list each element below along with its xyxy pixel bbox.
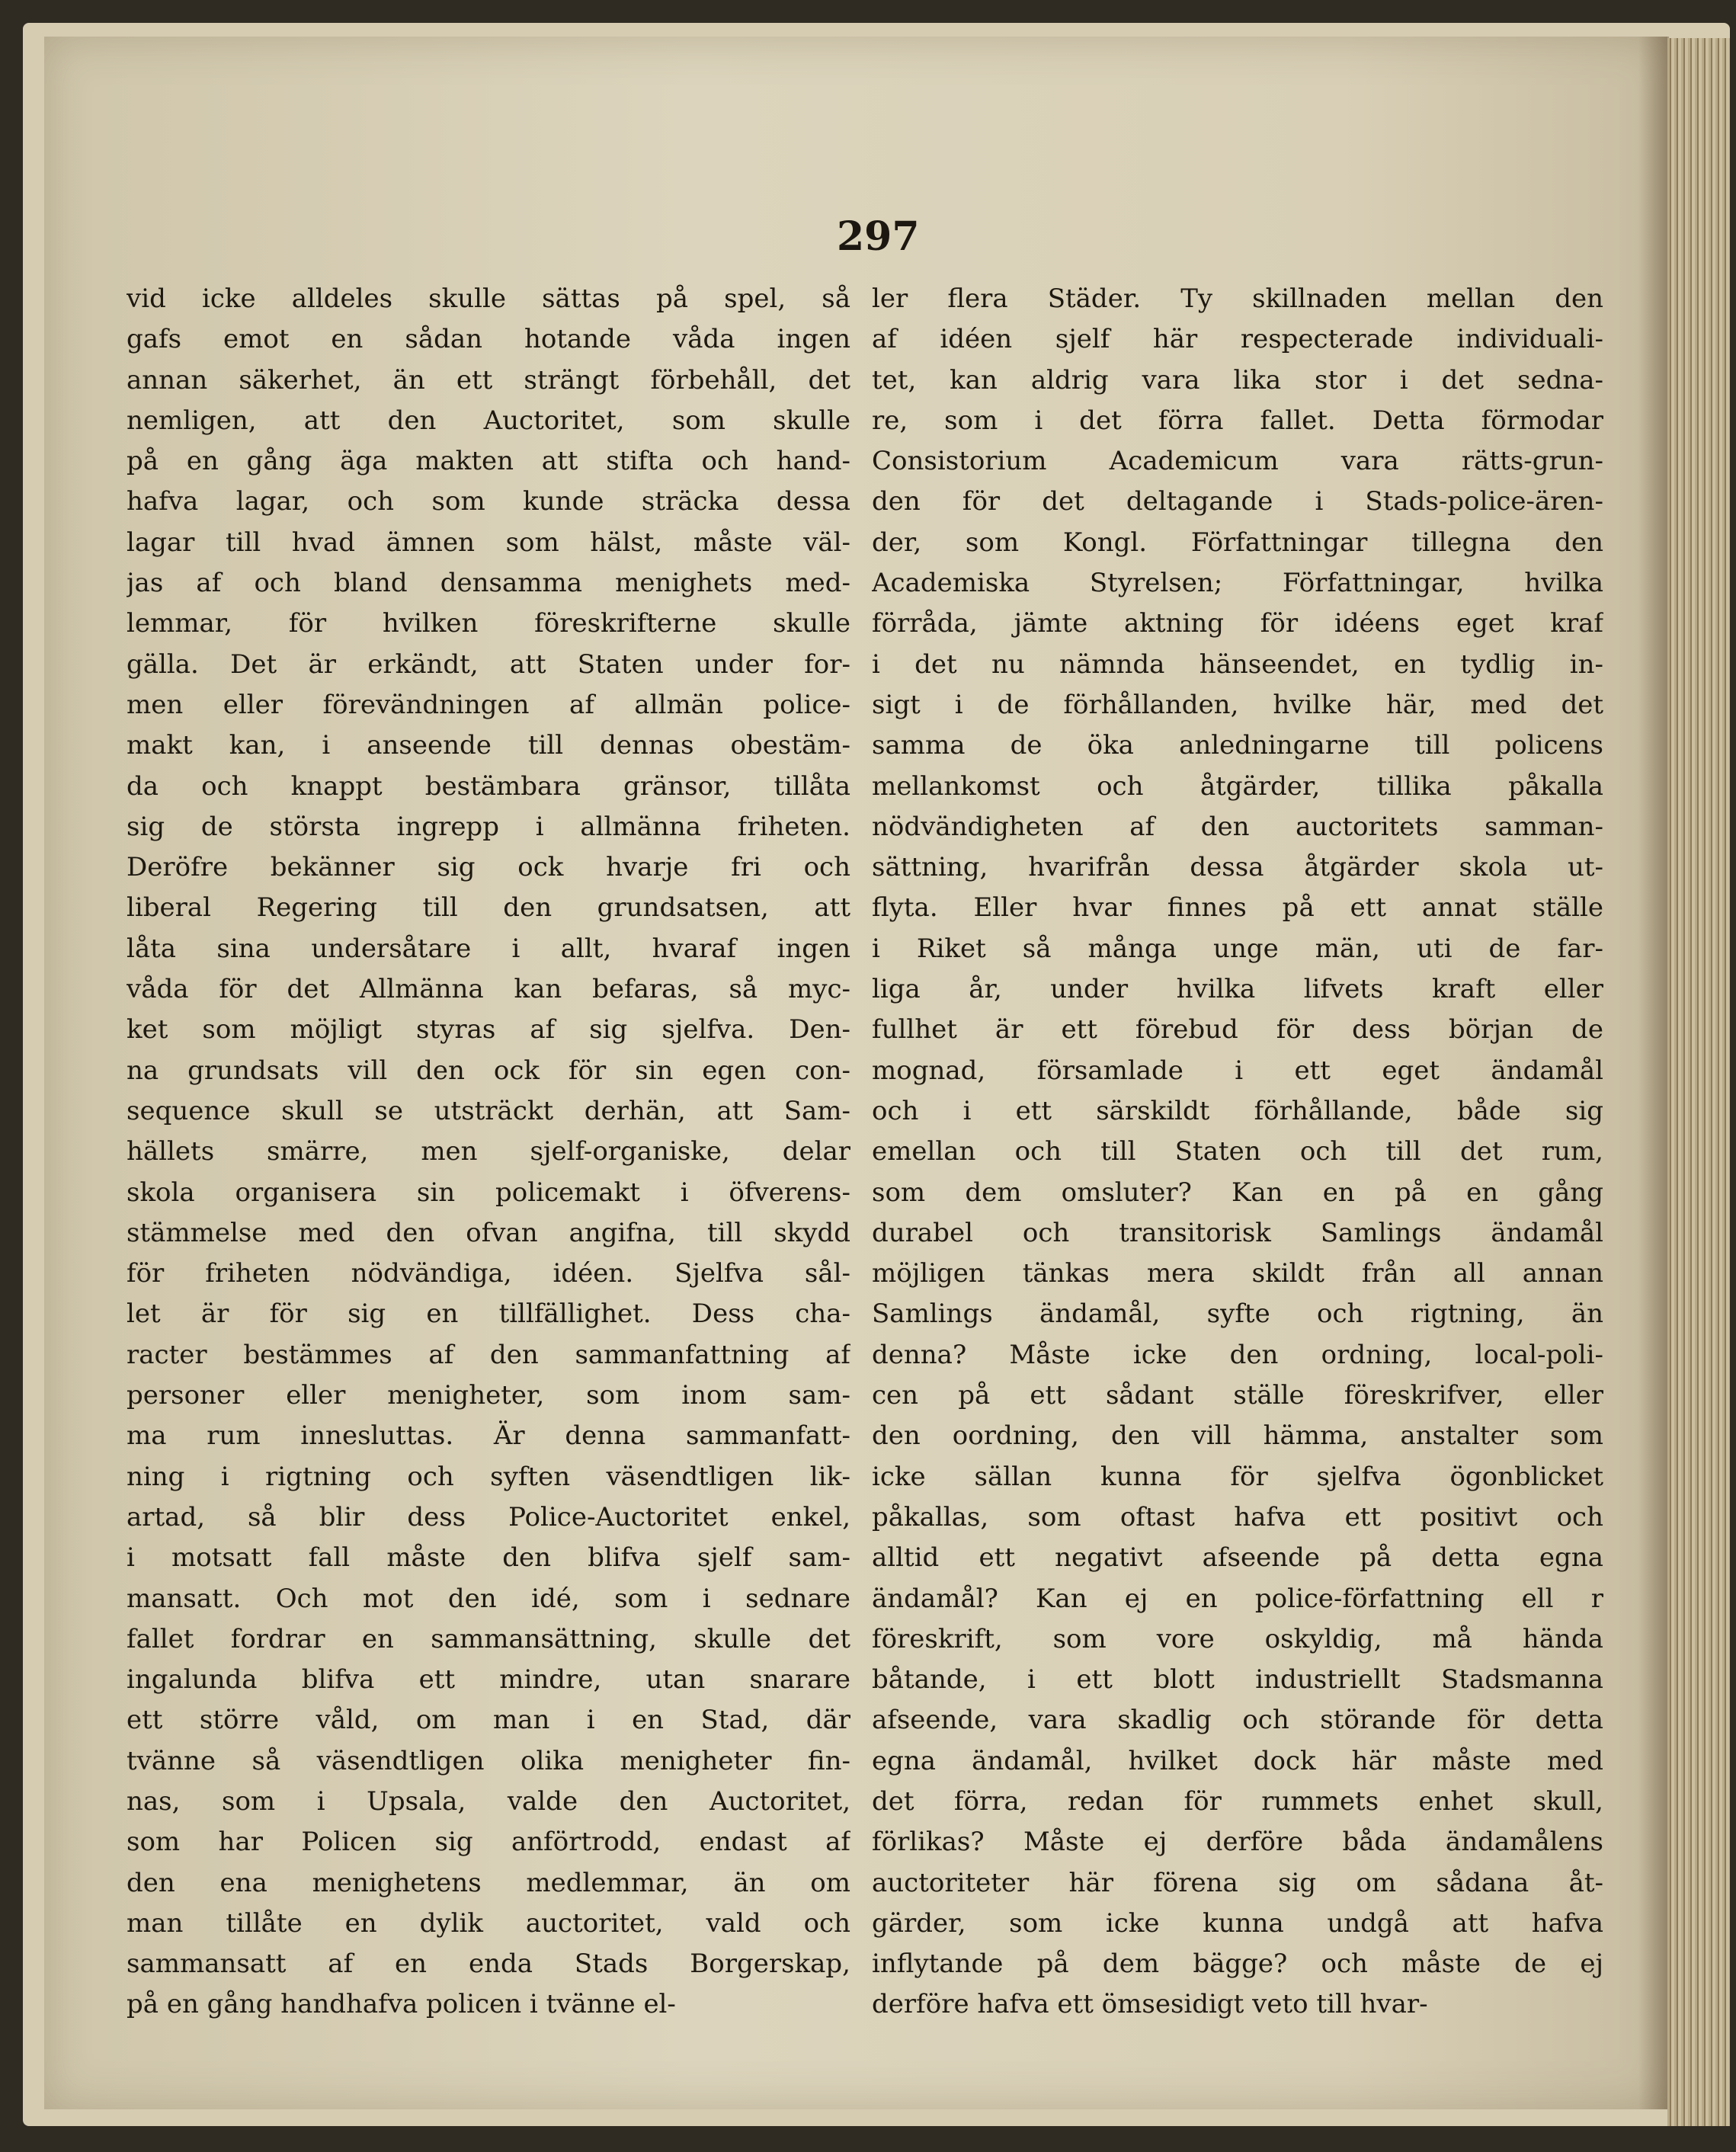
text-line: Academiska Styrelsen; Författningar, hvilka — [872, 568, 1603, 599]
text-line: mognad, församlade i ett eget ändamål — [872, 1055, 1603, 1086]
text-line: förråda, jämte aktning för idéens eget kraf — [872, 608, 1603, 639]
text-line: der, som Kongl. Författningar tillegna den — [872, 527, 1603, 558]
text-line: båtande, i ett blott industriellt Stadsmanna — [872, 1664, 1603, 1696]
text-line: stämmelse med den ofvan angifna, till skydd — [127, 1217, 850, 1248]
text-line: för friheten nödvändiga, idéen. Sjelfva sål- — [127, 1258, 850, 1289]
text-line: liberal Regering till den grundsatsen, att — [127, 892, 850, 924]
text-line: sättning, hvarifrån dessa åtgärder skola ut- — [872, 852, 1603, 883]
text-line: cen på ett sådant ställe föreskrifver, eller — [872, 1380, 1603, 1411]
text-line: nas, som i Upsala, valde den Auctoritet, — [127, 1785, 850, 1817]
text-line: ingalunda blifva ett mindre, utan snarare — [127, 1664, 850, 1696]
text-line: annan säkerhet, än ett strängt förbehåll, det — [127, 364, 850, 395]
text-line: emellan och till Staten och till det rum, — [872, 1136, 1603, 1167]
text-line: liga år, under hvilka lifvets kraft eller — [872, 974, 1603, 1005]
text-line: i Riket så många unge män, uti de far- — [872, 933, 1603, 964]
text-line: mansatt. Och mot den idé, som i sednare — [127, 1583, 850, 1614]
text-line: men eller förevändningen af allmän police- — [127, 689, 850, 720]
text-line: vid icke alldeles skulle sättas på spel, så — [127, 283, 850, 314]
book — [23, 23, 1730, 2126]
text-line: racter bestämmes af den sammanfattning af — [127, 1339, 850, 1370]
text-line: skola organisera sin policemakt i öfverens- — [127, 1177, 850, 1208]
text-line: jas af och bland densamma menighets med- — [127, 568, 850, 599]
text-line: flyta. Eller hvar finnes på ett annat ställe — [872, 892, 1603, 924]
text-line: denna? Måste icke den ordning, local-poli- — [872, 1339, 1603, 1370]
text-line: samma de öka anledningarne till policens — [872, 730, 1603, 761]
text-line: auctoriteter här förena sig om sådana åt- — [872, 1867, 1603, 1898]
right-text-column — [872, 279, 1603, 2026]
text-line: icke sällan kunna för sjelfva ögonblicket — [872, 1461, 1603, 1492]
text-line: af idéen sjelf här respecterade individuali- — [872, 324, 1603, 355]
text-line: artad, så blir dess Police-Auctoritet enkel, — [127, 1501, 850, 1532]
text-line: lemmar, för hvilken föreskrifterne skulle — [127, 608, 850, 639]
text-line: sequence skull se utsträckt derhän, att Sam- — [127, 1095, 850, 1126]
text-line: på en gång handhafva policen i tvänne el- — [127, 1989, 676, 2020]
text-line: na grundsats vill den ock för sin egen con- — [127, 1055, 850, 1086]
text-line: sig de största ingrepp i allmänna friheten. — [127, 811, 850, 842]
text-line: ler flera Städer. Ty skillnaden mellan den — [872, 283, 1603, 314]
text-line: Deröfre bekänner sig ock hvarje fri och — [127, 852, 850, 883]
text-line: gafs emot en sådan hotande våda ingen — [127, 324, 850, 355]
text-line: möjligen tänkas mera skildt från all annan — [872, 1258, 1603, 1289]
text-line: personer eller menigheter, som inom sam- — [127, 1380, 850, 1411]
text-line: durabel och transitorisk Samlings ändamål — [872, 1217, 1603, 1248]
text-line: i det nu nämnda hänseendet, en tydlig in- — [872, 648, 1603, 680]
page-edges — [1667, 38, 1730, 2126]
text-line: och i ett särskildt förhållande, både sig — [872, 1095, 1603, 1126]
book-page — [44, 37, 1667, 2109]
text-line: föreskrift, som vore oskyldig, må hända — [872, 1623, 1603, 1654]
text-line: den oordning, den vill hämma, anstalter som — [872, 1420, 1603, 1452]
text-line: afseende, vara skadlig och störande för detta — [872, 1705, 1603, 1736]
text-line: da och knappt bestämbara gränsor, tillåta — [127, 770, 850, 802]
text-line: det förra, redan för rummets enhet skull, — [872, 1785, 1603, 1817]
text-line: ma rum innesluttas. Är denna sammanfatt- — [127, 1420, 850, 1452]
text-line: ett större våld, om man i en Stad, där — [127, 1705, 850, 1736]
left-text-column — [127, 279, 850, 2026]
text-line: påkallas, som oftast hafva ett positivt och — [872, 1501, 1603, 1532]
text-line: inflytande på dem bägge? och måste de ej — [872, 1949, 1603, 1980]
text-line: i motsatt fall måste den blifva sjelf sam- — [127, 1542, 850, 1574]
text-line: låta sina undersåtare i allt, hvaraf ingen — [127, 933, 850, 964]
text-line: hafva lagar, och som kunde sträcka dessa — [127, 486, 850, 517]
text-line: let är för sig en tillfällighet. Dess cha- — [127, 1299, 850, 1330]
text-line: man tillåte en dylik auctoritet, vald och — [127, 1907, 850, 1939]
page-number: 297 — [837, 213, 920, 260]
text-line: gälla. Det är erkändt, att Staten under for- — [127, 648, 850, 680]
text-line: den ena menighetens medlemmar, än om — [127, 1867, 850, 1898]
text-line: Samlings ändamål, syfte och rigtning, än — [872, 1299, 1603, 1330]
text-line: lagar till hvad ämnen som hälst, måste väl- — [127, 527, 850, 558]
text-line: derföre hafva ett ömsesidigt veto till hvar- — [872, 1989, 1428, 2020]
text-line: förlikas? Måste ej derföre båda ändamålens — [872, 1827, 1603, 1858]
text-line: ning i rigtning och syften väsendtligen lik- — [127, 1461, 850, 1492]
text-line: ändamål? Kan ej en police-författning ell r — [872, 1583, 1603, 1614]
text-line: gärder, som icke kunna undgå att hafva — [872, 1907, 1603, 1939]
text-line: sigt i de förhållanden, hvilke här, med det — [872, 689, 1603, 720]
page-gutter-shadow — [1638, 37, 1669, 2109]
text-line: alltid ett negativt afseende på detta egna — [872, 1542, 1603, 1574]
text-line: fullhet är ett förebud för dess början de — [872, 1014, 1603, 1046]
text-line: mellankomst och åtgärder, tillika påkalla — [872, 770, 1603, 802]
text-line: på en gång äga makten att stifta och hand- — [127, 446, 850, 477]
text-line: makt kan, i anseende till dennas obestäm- — [127, 730, 850, 761]
text-line: tet, kan aldrig vara lika stor i det sedna- — [872, 364, 1603, 395]
text-line: ket som möjligt styras af sig sjelfva. Den- — [127, 1014, 850, 1046]
text-line: egna ändamål, hvilket dock här måste med — [872, 1745, 1603, 1776]
text-line: våda för det Allmänna kan befaras, så myc- — [127, 974, 850, 1005]
text-line: som har Policen sig anförtrodd, endast af — [127, 1827, 850, 1858]
text-line: nemligen, att den Auctoritet, som skulle — [127, 405, 850, 436]
text-line: nödvändigheten af den auctoritets samman- — [872, 811, 1603, 842]
text-line: som dem omsluter? Kan en på en gång — [872, 1177, 1603, 1208]
text-line: den för det deltagande i Stads-police-ären- — [872, 486, 1603, 517]
text-line: re, som i det förra fallet. Detta förmodar — [872, 405, 1603, 436]
text-line: fallet fordrar en sammansättning, skulle det — [127, 1623, 850, 1654]
text-line: tvänne så väsendtligen olika menigheter fin- — [127, 1745, 850, 1776]
text-line: sammansatt af en enda Stads Borgerskap, — [127, 1949, 850, 1980]
text-line: hällets smärre, men sjelf-organiske, delar — [127, 1136, 850, 1167]
text-line: Consistorium Academicum vara rätts-grun- — [872, 446, 1603, 477]
